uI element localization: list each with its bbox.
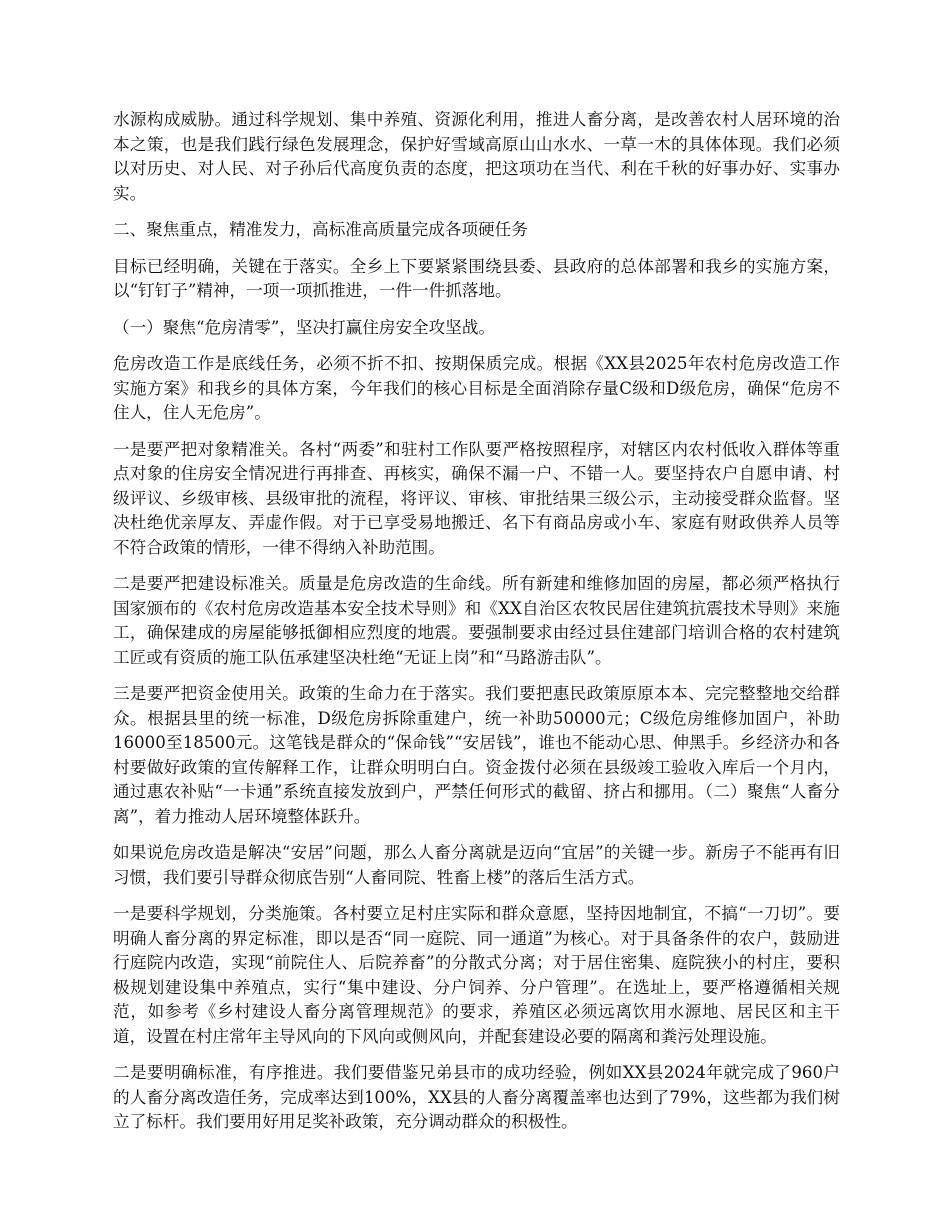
paragraph-5: 危房改造工作是底线任务，必须不折不扣、按期保质完成。根据《XX县2025年农村危房改造工作实施方案》和我乡的具体方案，今年我们的核心目标是全面消除存量C级和D级危房，确保“危房不住人，住人无危房”。 [113,354,840,422]
section-heading-2: 二、聚焦重点，精准发力，高标准高质量完成各项硬任务 [113,220,528,239]
paragraph-11: 二是要明确标准，有序推进。我们要借鉴兄弟县市的成功经验，例如XX县2024年就完成了960户的人畜分离改造任务，完成率达到100%，XX县的人畜分离覆盖率也达到了79%，这些都为我们树立了标杆。我们要用好用足奖补政策，充分调动群众的积极性。 [113,1063,840,1131]
paragraph-8: 三是要严把资金使用关。政策的生命力在于落实。我们要把惠民政策原原本本、完完整整地交给群众。根据县里的统一标准，D级危房拆除重建户，统一补助50000元；C级危房维修加固户，补助16000至18500元。这笔钱是群众的“保命钱”“安居钱”，谁也不能动心思、伸黑手。乡经济办和各村要做好政策的宣传解释工作，让群众明明白白。资金拨付必须在县级竣工验收入库后一个月内，通过惠农补贴“一卡通”系统直接发放到户，严禁任何形式的截留、挤占和挪用。（二）聚焦“人畜分离”，着力推动人居环境整体跃升。 [113,684,840,826]
paragraph-10: 一是要科学规划，分类施策。各村要立足村庄实际和群众意愿，坚持因地制宜，不搞“一刀切”。要明确人畜分离的界定标准，即以是否“同一庭院、同一通道”为核心。对于具备条件的农户，鼓励进行庭院内改造，实现“前院住人、后院养畜”的分散式分离；对于居住密集、庭院狭小的村庄，要积极规划建设集中养殖点，实行“集中建设、分户饲养、分户管理”。在选址上，要严格遵循相关规范，如参考《乡村建设人畜分离管理规范》的要求，养殖区必须远离饮用水源地、居民区和主干道，设置在村庄常年主导风向的下风向或侧风向，并配套建设必要的隔离和粪污处理设施。 [113,904,840,1046]
document-body [113,108,840,1147]
paragraph-7: 二是要严把建设标准关。质量是危房改造的生命线。所有新建和维修加固的房屋，都必须严格执行国家颁布的《农村危房改造基本安全技术导则》和《XX自治区农牧民居住建筑抗震技术导则》来施工，确保建成的房屋能够抵御相应烈度的地震。要强制要求由经过县住建部门培训合格的农村建筑工匠或有资质的施工队伍承建坚决杜绝“无证上岗”和“马路游击队”。 [113,574,840,667]
paragraph-6: 一是要严把对象精准关。各村“两委”和驻村工作队要严格按照程序，对辖区内农村低收入群体等重点对象的住房安全情况进行再排查、再核实，确保不漏一户、不错一人。要坚持农户自愿申请、村级评议、乡级审核、县级审批的流程，将评议、审核、审批结果三级公示，主动接受群众监督。坚决杜绝优亲厚友、弄虚作假。对于已享受易地搬迁、名下有商品房或小车、家庭有财政供养人员等不符合政策的情形，一律不得纳入补助范围。 [113,439,840,557]
paragraph-1: 水源构成威胁。通过科学规划、集中养殖、资源化利用，推进人畜分离，是改善农村人居环境的治本之策，也是我们践行绿色发展理念，保护好雪域高原山山水水、一草一木的具体体现。我们必须以对历史、对人民、对子孙后代高度负责的态度，把这项功在当代、利在千秋的好事办好、实事办实。 [113,110,840,203]
subsection-heading-1: （一）聚焦“危房清零”，坚决打赢住房安全攻坚战。 [113,317,496,337]
paragraph-9: 如果说危房改造是解决“安居”问题，那么人畜分离就是迈向“宜居”的关键一步。新房子不能再有旧习惯，我们要引导群众彻底告别“人畜同院、牲畜上楼”的落后生活方式。 [113,843,840,887]
paragraph-3: 目标已经明确，关键在于落实。全乡上下要紧紧围绕县委、县政府的总体部署和我乡的实施方案，以“钉钉子”精神，一项一项抓推进，一件一件抓落地。 [113,256,840,300]
